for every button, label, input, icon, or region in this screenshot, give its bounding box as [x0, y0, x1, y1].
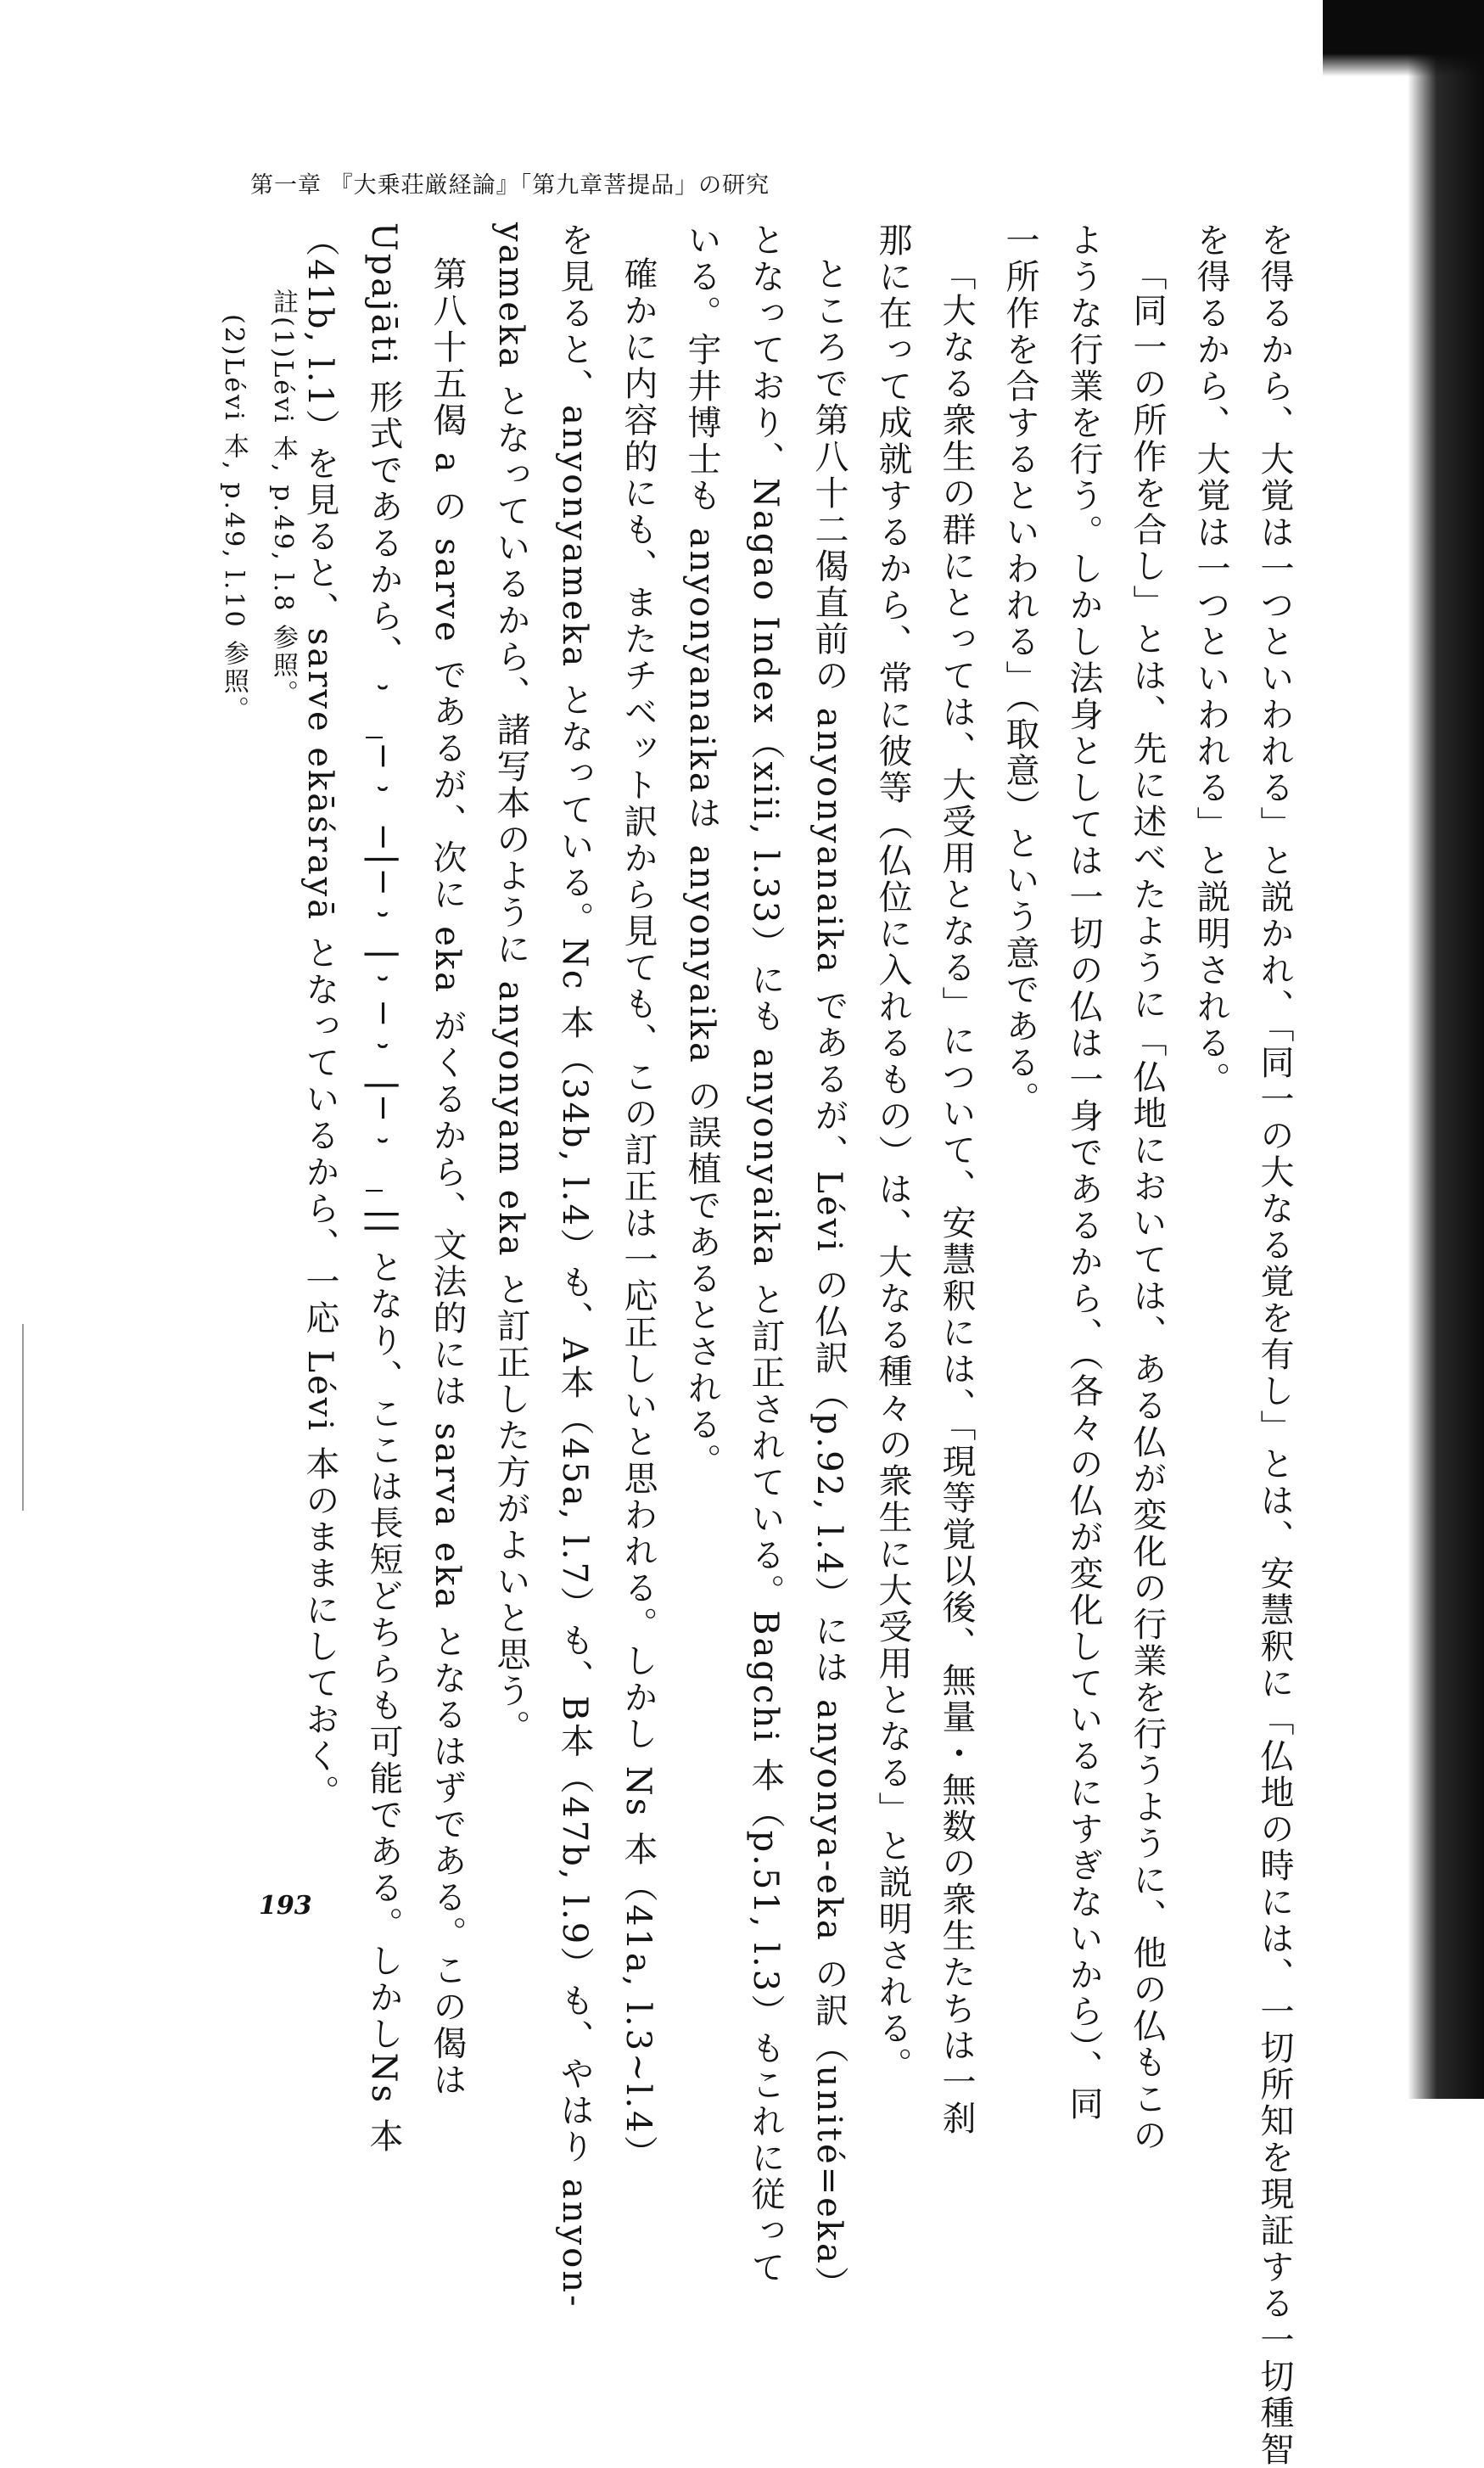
text-line: yameka となっているから、諸写本のように anyonyam eka と訂正した方がよいと思う。 [491, 222, 530, 1747]
text-line: いる。宇井博士も anyonyanaikaは anyonyaika の誤植であるとされる。 [682, 222, 721, 1480]
page-number: 193 [259, 1891, 312, 1921]
binding-line [22, 1324, 24, 1511]
text-line: を得るから、大覚は一つといわれる」と説かれ、「同一の大なる覚を有し」とは、安慧釈に「仏地の時には、一切所知を現証する一切種智 [1255, 222, 1294, 2468]
scan-corner-shadow [1323, 0, 1484, 76]
text-line: を得るから、大覚は一つといわれる」と説明される。 [1191, 222, 1230, 1098]
text-line: 那に在って成就するから、常に彼等（仏位に入れるもの）は、大なる種々の衆生に大受用となる」と説明される。 [873, 222, 912, 2084]
footnote-1: 註(1)Lévi 本, p.49, l.8 参照。 [268, 289, 298, 709]
scan-page-edge [1408, 0, 1484, 2099]
text-line: 確かに内容的にも、またチベット訳から見ても、この訂正は一応正しいと思われる。しかし Ns 本（41a, l.3~l.4） [619, 256, 658, 2172]
text-line: ような行業を行う。しかし法身としては一切の仏は一身であるから、（各々の仏が変化しているにすぎないから）、同 [1064, 222, 1103, 2123]
text-line: 「同一の所作を合し」とは、先に述べたように「仏地においては、ある仏が変化の行業を行うように、他の仏もこの [1128, 256, 1167, 2154]
footnote-2: (2)Lévi 本, p.49, l.10 参照。 [219, 314, 249, 725]
running-head: 第一章 『大乗荘厳経論』「第九章菩提品」の研究 [250, 172, 770, 199]
text-line: ところで第八十二偈直前の anyonyanaika であるが、Lévi の仏訳（p.92, l.4）には anyonya-eka の訳（unité=eka） [809, 256, 848, 2303]
text-line: 一所作を合するといわれる」（取意）という意である。 [1000, 222, 1039, 1118]
text-line: （41b, l.1）を見ると、sarve ekāśrayā となっているから、一応 Lévi 本のままにしておく。 [300, 222, 339, 1811]
text-line: Upajāti 形式であるから、⏑̲−⏑ −|−⏑ |⏑−⏑ |−⏑̲ || となり、ここは長短どちらも可能である。しかしNs 本 [364, 222, 403, 2155]
text-line: 「大なる衆生の群にとっては、大受用となる」について、安慧釈には、「現等覚以後、無量・無数の衆生たちは一刹 [937, 256, 976, 2137]
text-line: を見ると、anyonyameka となっている。Nc 本（34b, l.4）も、A本（45a, l.7）も、B本（47b, l.9）も、やはり anyon- [555, 222, 594, 2309]
text-line: 第八十五偈 a の sarve であるが、次に eka がくるから、文法的には sarva eka となるはずである。この偈は [428, 256, 467, 2099]
text-line: となっており、Nagao Index（xiii, l.33）にも anyonyaika と訂正されている。Bagchi 本（p.51, l.3）もこれに従って [746, 222, 785, 2286]
